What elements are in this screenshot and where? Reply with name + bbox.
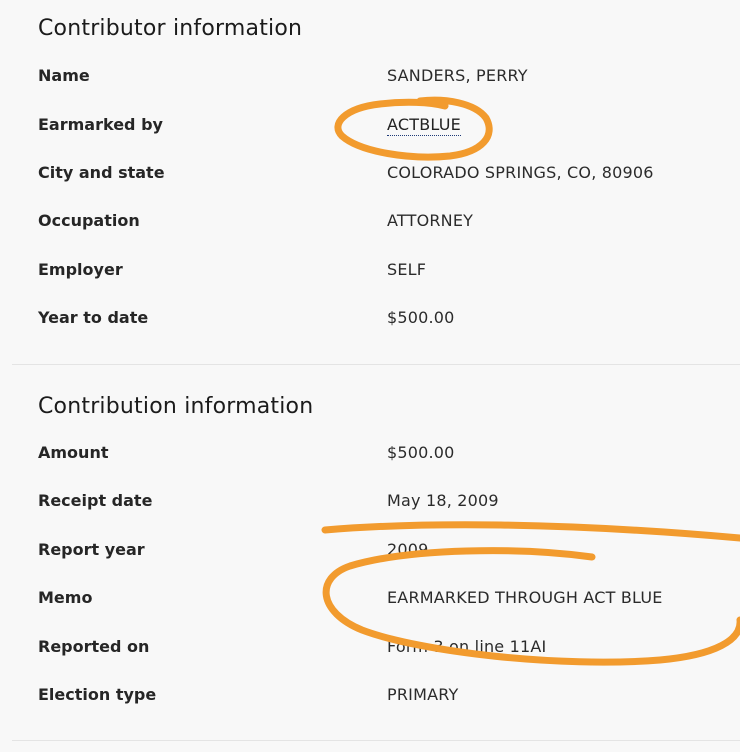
label-name: Name xyxy=(38,66,90,85)
value-amount: $500.00 xyxy=(387,443,455,462)
row-election-type xyxy=(0,685,740,715)
value-occupation: ATTORNEY xyxy=(387,211,474,230)
bottom-divider xyxy=(12,740,740,741)
label-report-year: Report year xyxy=(38,540,145,559)
row-year-to-date xyxy=(0,308,740,338)
row-memo xyxy=(0,588,740,618)
row-earmarked-by xyxy=(0,115,740,145)
row-reported-on xyxy=(0,637,740,667)
value-election-type: PRIMARY xyxy=(387,685,459,704)
value-employer: SELF xyxy=(387,260,427,279)
label-earmarked-by: Earmarked by xyxy=(38,115,163,134)
row-name xyxy=(0,66,740,96)
label-occupation: Occupation xyxy=(38,211,140,230)
row-occupation xyxy=(0,211,740,241)
label-reported-on: Reported on xyxy=(38,637,150,656)
value-year-to-date: $500.00 xyxy=(387,308,455,327)
label-amount: Amount xyxy=(38,443,109,462)
value-reported-on: Form 3 on line 11AI xyxy=(387,637,547,656)
contributor-section-title: Contributor information xyxy=(38,16,303,41)
label-receipt-date: Receipt date xyxy=(38,491,153,510)
label-election-type: Election type xyxy=(38,685,157,704)
row-employer xyxy=(0,260,740,290)
row-report-year xyxy=(0,540,740,570)
label-employer: Employer xyxy=(38,260,123,279)
earmarked-by-link[interactable]: ACTBLUE xyxy=(387,115,461,134)
annotation-strike-line xyxy=(325,525,740,538)
row-amount xyxy=(0,443,740,473)
value-city-state: COLORADO SPRINGS, CO, 80906 xyxy=(387,163,654,182)
label-year-to-date: Year to date xyxy=(38,308,149,327)
row-receipt-date xyxy=(0,491,740,521)
value-report-year: 2009 xyxy=(387,540,429,559)
section-divider xyxy=(12,364,740,365)
label-memo: Memo xyxy=(38,588,93,607)
label-city-state: City and state xyxy=(38,163,165,182)
value-memo: EARMARKED THROUGH ACT BLUE xyxy=(387,588,663,607)
contribution-section-title: Contribution information xyxy=(38,394,314,419)
value-receipt-date: May 18, 2009 xyxy=(387,491,499,510)
value-name: SANDERS, PERRY xyxy=(387,66,528,85)
row-city-state xyxy=(0,163,740,193)
